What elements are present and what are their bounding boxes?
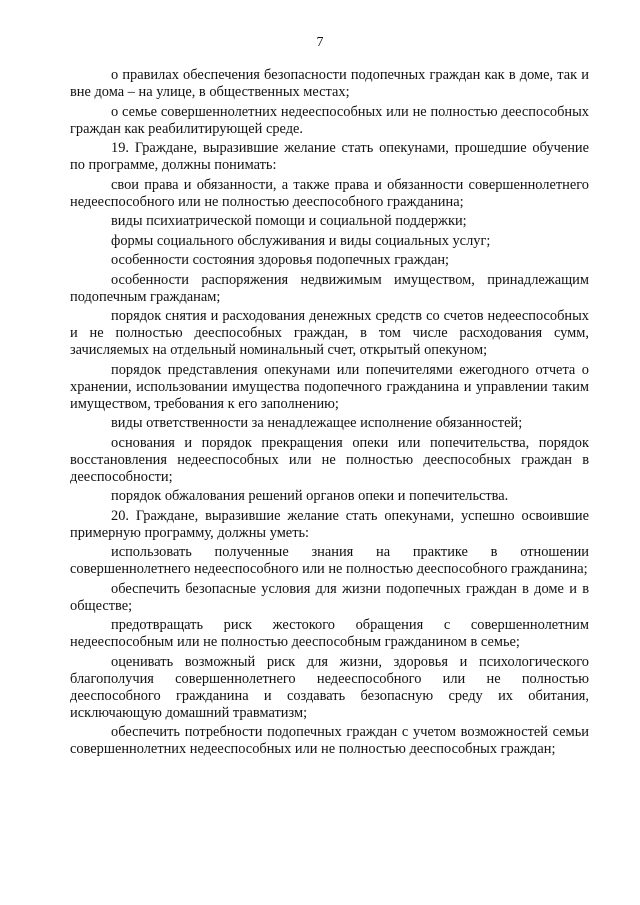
paragraph: 19. Граждане, выразившие желание стать опекунами, прошедшие обучение по программе, должны понимать: (70, 140, 589, 173)
paragraph: обеспечить потребности подопечных граждан с учетом возможностей семьи совершеннолетних недееспособных или не полностью дееспособных граждан; (70, 724, 589, 757)
paragraph: виды психиатрической помощи и социальной поддержки; (111, 213, 467, 229)
paragraph: порядок снятия и расходования денежных средств со счетов недееспособных и не полностью дееспособных граждан, в том числе расходования сумм, зачисляемых на отдельный номинальный счет, открытый опекуном; (70, 308, 589, 358)
paragraph: 20. Граждане, выразившие желание стать опекунами, успешно освоившие примерную программу, должны уметь: (70, 507, 589, 541)
paragraph: обеспечить безопасные условия для жизни подопечных граждан в доме и в обществе; (70, 580, 589, 614)
paragraph: особенности состояния здоровья подопечных граждан; (111, 252, 450, 268)
paragraph: виды ответственности за ненадлежащее исполнение обязанностей; (111, 415, 523, 431)
paragraph: о семье совершеннолетних недееспособных или не полностью дееспособных граждан как реабилитирующей среде. (70, 103, 589, 137)
document-body (70, 67, 589, 760)
paragraph: использовать полученные знания на практике в отношении совершеннолетнего недееспособного или не полностью дееспособного гражданина; (70, 544, 589, 577)
paragraph: предотвращать риск жестокого обращения с совершеннолетним недееспособным или не полностью дееспособным гражданином в семье; (70, 617, 589, 650)
paragraph: порядок обжалования решений органов опеки и попечительства. (111, 488, 509, 504)
paragraph: особенности распоряжения недвижимым имуществом, принадлежащим подопечным гражданам; (70, 271, 589, 305)
paragraph: оценивать возможный риск для жизни, здоровья и психологического благополучия совершеннолетнего недееспособного или не полностью дееспособного гражданина и создавать безопасную среду их обитания, исключающую домашний травматизм; (70, 653, 589, 721)
paragraph: о правилах обеспечения безопасности подопечных граждан как в доме, так и вне дома – на улице, в общественных местах; (70, 67, 589, 100)
paragraph: формы социального обслуживания и виды социальных услуг; (111, 232, 491, 249)
paragraph: свои права и обязанности, а также права и обязанности совершеннолетнего недееспособного или не полностью дееспособного гражданина; (70, 176, 589, 210)
page-number: 7 (316, 35, 324, 50)
paragraph: основания и порядок прекращения опеки или попечительства, порядок восстановления недееспособных или не полностью дееспособных граждан в дееспособности; (70, 434, 589, 485)
paragraph: порядок представления опекунами или попечителями ежегодного отчета о хранении, использовании имущества подопечного гражданина и управлении таким имуществом, требования к его заполнению; (70, 361, 589, 412)
